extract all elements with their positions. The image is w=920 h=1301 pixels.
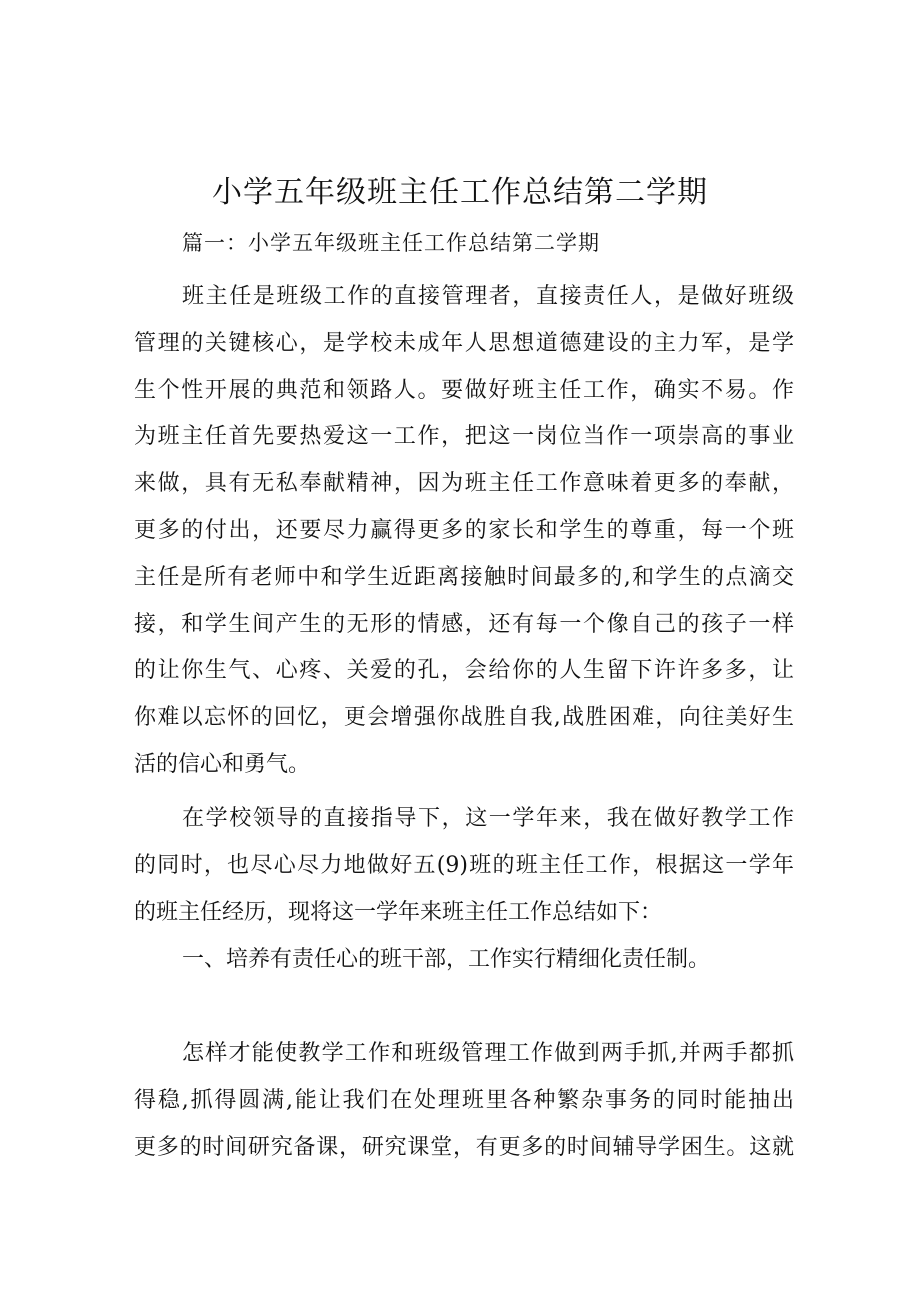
paragraph-line: 班主任是班级工作的直接管理者，直接责任人，是做好班级: [182, 284, 794, 309]
paragraph-line: 生个性开展的典范和领路人。要做好班主任工作，确实不易。作: [134, 377, 794, 403]
paragraph-line: 在学校领导的直接指导下，这一学年来，我在做好教学工作: [182, 806, 794, 831]
paragraph-line: 的班主任经历，现将这一学年来班主任工作总结如下：: [134, 899, 663, 925]
paragraph-line: 更多的时间研究备课，研究课堂，有更多的时间辅导学困生。这就: [134, 1134, 794, 1160]
paragraph-line: 来做，具有无私奉献精神，因为班主任工作意味着更多的奉献，: [134, 471, 794, 497]
paragraph-line: 为班主任首先要热爱这一工作，把这一岗位当作一项崇高的事业: [134, 424, 794, 450]
paragraph-line: 怎样才能使教学工作和班级管理工作做到两手抓,并两手都抓: [182, 1041, 794, 1066]
paragraph-line: 活的信心和勇气。: [134, 751, 311, 777]
paragraph-management: [134, 1031, 794, 1171]
document-subtitle: 篇一：小学五年级班主任工作总结第二学期: [182, 231, 600, 255]
paragraph-line: 管理的关键核心，是学校未成年人思想道德建设的主力军，是学: [134, 330, 794, 356]
paragraph-line: 更多的付出，还要尽力赢得更多的家长和学生的尊重，每一个班: [134, 517, 794, 543]
paragraph-line: 的让你生气、心疼、关爱的孔，会给你的人生留下许许多多，让: [134, 658, 794, 684]
paragraph-guidance: [134, 796, 794, 936]
paragraph-line: 主任是所有老师中和学生近距离接触时间最多的,和学生的点滴交: [134, 564, 794, 590]
paragraph-line: 你难以忘怀的回忆，更会增强你战胜自我,战胜困难，向往美好生: [134, 705, 794, 731]
paragraph-line: 得稳,抓得圆满,能让我们在处理班里各种繁杂事务的同时能抽出: [134, 1087, 794, 1113]
paragraph-intro: [134, 274, 794, 789]
document-title: 小学五年级班主任工作总结第二学期: [212, 175, 708, 210]
paragraph-line: 一、培养有责任心的班干部，工作实行精细化责任制。: [182, 947, 711, 972]
paragraph-line: 的同时，也尽心尽力地做好五(9)班的班主任工作，根据这一学年: [134, 852, 794, 878]
paragraph-line: 接，和学生间产生的无形的情感，还有每一个像自己的孩子一样: [134, 611, 794, 637]
section-heading-1: [134, 937, 794, 984]
